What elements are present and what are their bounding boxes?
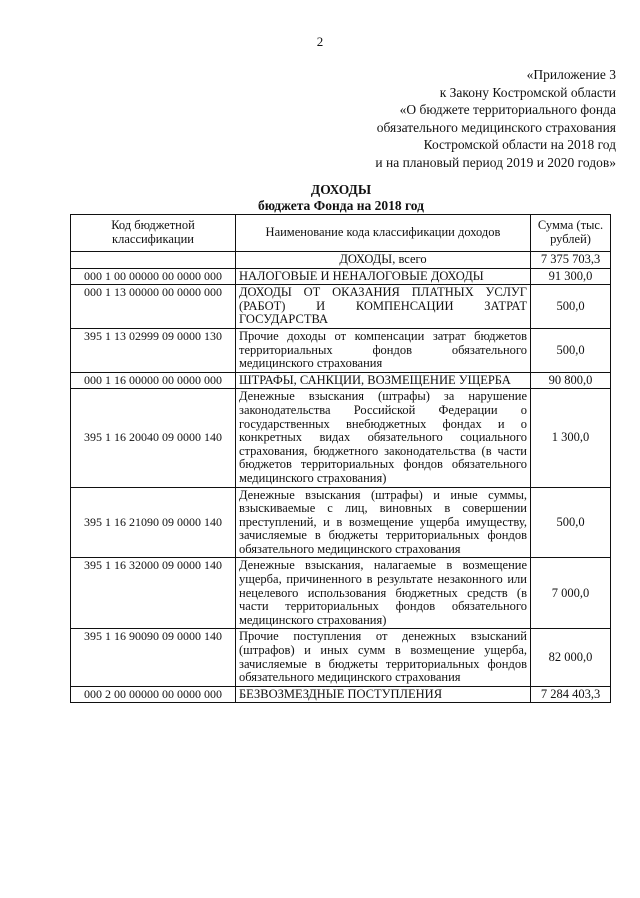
table-row (71, 372, 611, 389)
row-sum: 7 000,0 (531, 558, 611, 629)
appendix-line: Костромской области на 2018 год (423, 137, 616, 152)
table-header-row (71, 215, 611, 252)
document-title (0, 182, 640, 214)
row-sum: 1 300,0 (531, 389, 611, 487)
appendix-line: к Закону Костромской области (439, 84, 616, 100)
appendix-line: и на плановый период 2019 и 2020 годов» (375, 154, 616, 170)
appendix-line: обязательного медицинского страхования (376, 119, 616, 135)
row-sum: 91 300,0 (531, 268, 611, 285)
row-code: 000 1 00 00000 00 0000 000 (71, 268, 236, 285)
appendix-line: «О бюджете территориального фонда (399, 102, 616, 117)
row-name: Денежные взыскания, налагаемые в возмещение ущерба, причиненного в результате незаконного или нецелевого использования бюджетных средств (в части территориальных фондов обязательного медицинского страхования) (236, 558, 531, 629)
appendix-line: «Приложение 3 (526, 67, 616, 82)
table-row (71, 686, 611, 703)
income-table (70, 214, 611, 703)
header-code: Код бюджетной классификации (71, 215, 236, 252)
row-code: 395 1 13 02999 09 0000 130 (71, 328, 236, 372)
row-name: Денежные взыскания (штрафы) за нарушение законодательства Российской Федерации о государственных внебюджетных фондах и о конкретных видах обязательного социального страхования, бюджетного законодательства (в части бюджетов территориальных фондов обязательного медицинского страхования) (236, 389, 531, 487)
row-name: Прочие доходы от компенсации затрат бюджетов территориальных фондов обязательного медицинского страхования (236, 328, 531, 372)
row-code: 395 1 16 32000 09 0000 140 (71, 558, 236, 629)
table-row (71, 487, 611, 558)
table-row (71, 629, 611, 686)
table-row (71, 328, 611, 372)
row-name: Денежные взыскания (штрафы) и иные суммы, взыскиваемые с лиц, виновных в совершении преступлений, и в возмещение ущерба имуществу, зачисляемые в бюджеты территориальных фондов обязательного медицинского страхования (236, 487, 531, 558)
header-sum: Сумма (тыс. рублей) (531, 215, 611, 252)
title-line-1: ДОХОДЫ (310, 182, 372, 197)
row-name: ДОХОДЫ ОТ ОКАЗАНИЯ ПЛАТНЫХ УСЛУГ (РАБОТ) И КОМПЕНСАЦИИ ЗАТРАТ ГОСУДАРСТВА (236, 285, 531, 329)
row-code: 395 1 16 21090 09 0000 140 (71, 487, 236, 558)
row-code: 395 1 16 90090 09 0000 140 (71, 629, 236, 686)
row-code: 000 2 00 00000 00 0000 000 (71, 686, 236, 703)
row-code: 000 1 16 00000 00 0000 000 (71, 372, 236, 389)
row-code: 000 1 13 00000 00 0000 000 (71, 285, 236, 329)
row-code: 395 1 16 20040 09 0000 140 (71, 389, 236, 487)
appendix-header (176, 66, 616, 171)
total-row (71, 252, 611, 269)
total-code-cell (71, 252, 236, 269)
table-row (71, 389, 611, 487)
table-row (71, 558, 611, 629)
header-name: Наименование кода классификации доходов (236, 215, 531, 252)
page-number: 2 (316, 34, 324, 49)
row-sum: 500,0 (531, 487, 611, 558)
total-label: ДОХОДЫ, всего (236, 252, 531, 269)
row-sum: 82 000,0 (531, 629, 611, 686)
row-name: Прочие поступления от денежных взысканий (штрафов) и иных сумм в возмещение ущерба, зачисляемые в бюджеты территориальных фондов обязательного медицинского страхования (236, 629, 531, 686)
table-row (71, 268, 611, 285)
title-line-2: бюджета Фонда на 2018 год (258, 198, 424, 213)
row-sum: 500,0 (531, 285, 611, 329)
table-row (71, 285, 611, 329)
row-name: НАЛОГОВЫЕ И НЕНАЛОГОВЫЕ ДОХОДЫ (236, 268, 531, 285)
row-sum: 500,0 (531, 328, 611, 372)
row-sum: 90 800,0 (531, 372, 611, 389)
row-name: ШТРАФЫ, САНКЦИИ, ВОЗМЕЩЕНИЕ УЩЕРБА (236, 372, 531, 389)
row-sum: 7 284 403,3 (531, 686, 611, 703)
row-name: БЕЗВОЗМЕЗДНЫЕ ПОСТУПЛЕНИЯ (236, 686, 531, 703)
total-sum: 7 375 703,3 (531, 252, 611, 269)
